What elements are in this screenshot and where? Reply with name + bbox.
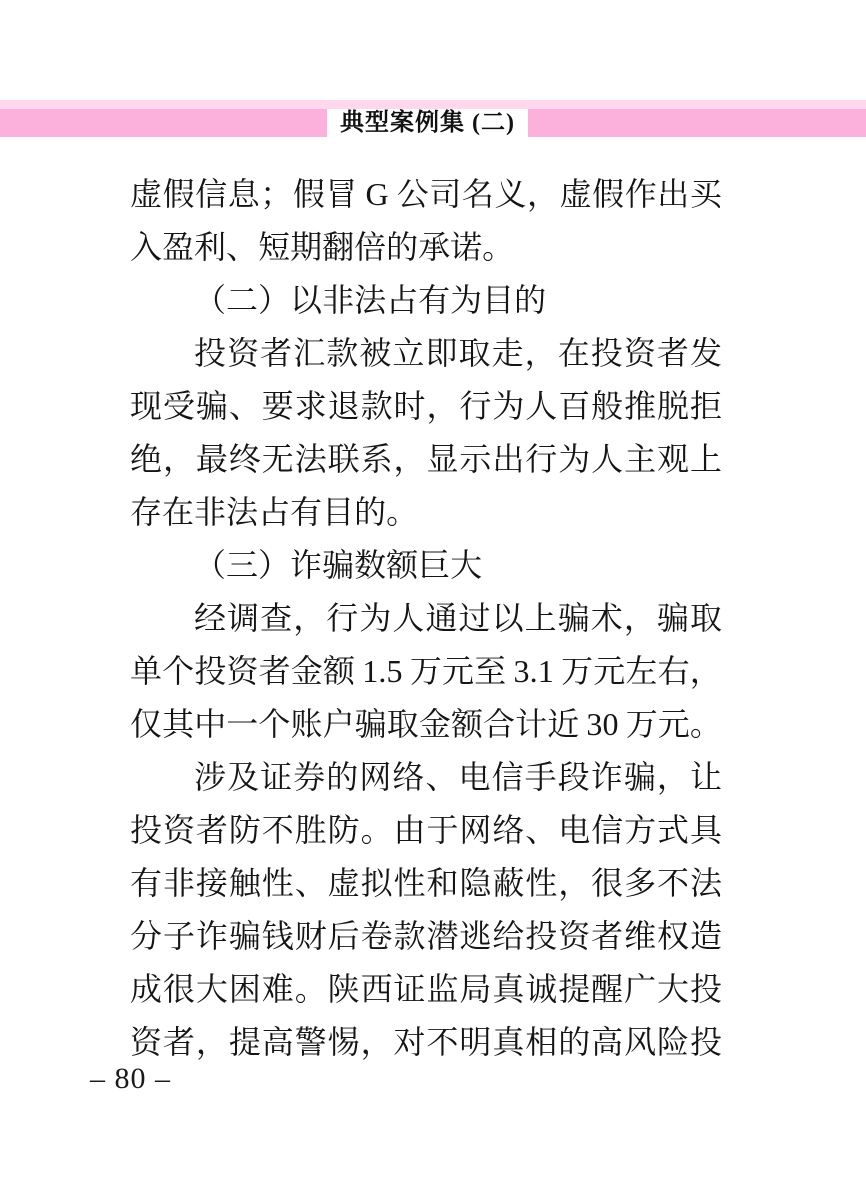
text-line: 入盈利、短期翻倍的承诺。: [130, 229, 515, 265]
body-text-block: [130, 168, 722, 1069]
text-line: 虚 假 信 息 ； 假 冒 G 公 司 名 义 ， 虚 假 作 出 买: [130, 176, 722, 212]
text-line: 涉 及 证 券 的 网 络 、 电 信 手 段 诈 骗 ， 让: [194, 759, 722, 795]
section-heading: （三）诈骗数额巨大: [194, 547, 483, 583]
header-title-gap: [327, 109, 528, 137]
page-number: – 80 –: [90, 1062, 171, 1095]
text-line: 经 调 查 ， 行 为 人 通 过 以 上 骗 术 ， 骗 取: [194, 600, 722, 636]
section-heading: （二）以非法占有为目的: [194, 282, 547, 318]
text-line: 仅 其 中 一 个 账 户 骗 取 金 额 合 计 近 3 0 万 元 。: [130, 706, 722, 742]
text-line: 成 很 大 困 难 。 陕 西 证 监 局 真 诚 提 醒 广 大 投: [130, 971, 722, 1007]
header-band-right-bar: [528, 109, 866, 137]
header-band-light-strip: [0, 100, 866, 109]
text-line: 绝 ， 最 终 无 法 联 系 ， 显 示 出 行 为 人 主 观 上: [130, 441, 722, 477]
header-band: [0, 109, 866, 137]
text-line: 分 子 诈 骗 钱 财 后 卷 款 潜 逃 给 投 资 者 维 权 造: [130, 918, 722, 954]
text-line: 现 受 骗 、 要 求 退 款 时 ， 行 为 人 百 般 推 脱 拒: [130, 388, 722, 424]
page-header-title: 典型案例集 (二): [340, 110, 515, 136]
text-line: 投 资 者 汇 款 被 立 即 取 走 ， 在 投 资 者 发: [194, 335, 722, 371]
header-band-left-bar: [0, 109, 327, 137]
text-line: 单 个 投 资 者 金 额 1 . 5 万 元 至 3 . 1 万 元 左 右 ，: [130, 653, 722, 689]
text-line: 资 者 ， 提 高 警 惕 ， 对 不 明 真 相 的 高 风 险 投: [130, 1024, 722, 1060]
text-line: 存在非法占有目的。: [130, 494, 419, 530]
text-line: 投 资 者 防 不 胜 防 。 由 于 网 络 、 电 信 方 式 具: [130, 812, 722, 848]
text-line: 有 非 接 触 性 、 虚 拟 性 和 隐 蔽 性 ， 很 多 不 法: [130, 865, 722, 901]
